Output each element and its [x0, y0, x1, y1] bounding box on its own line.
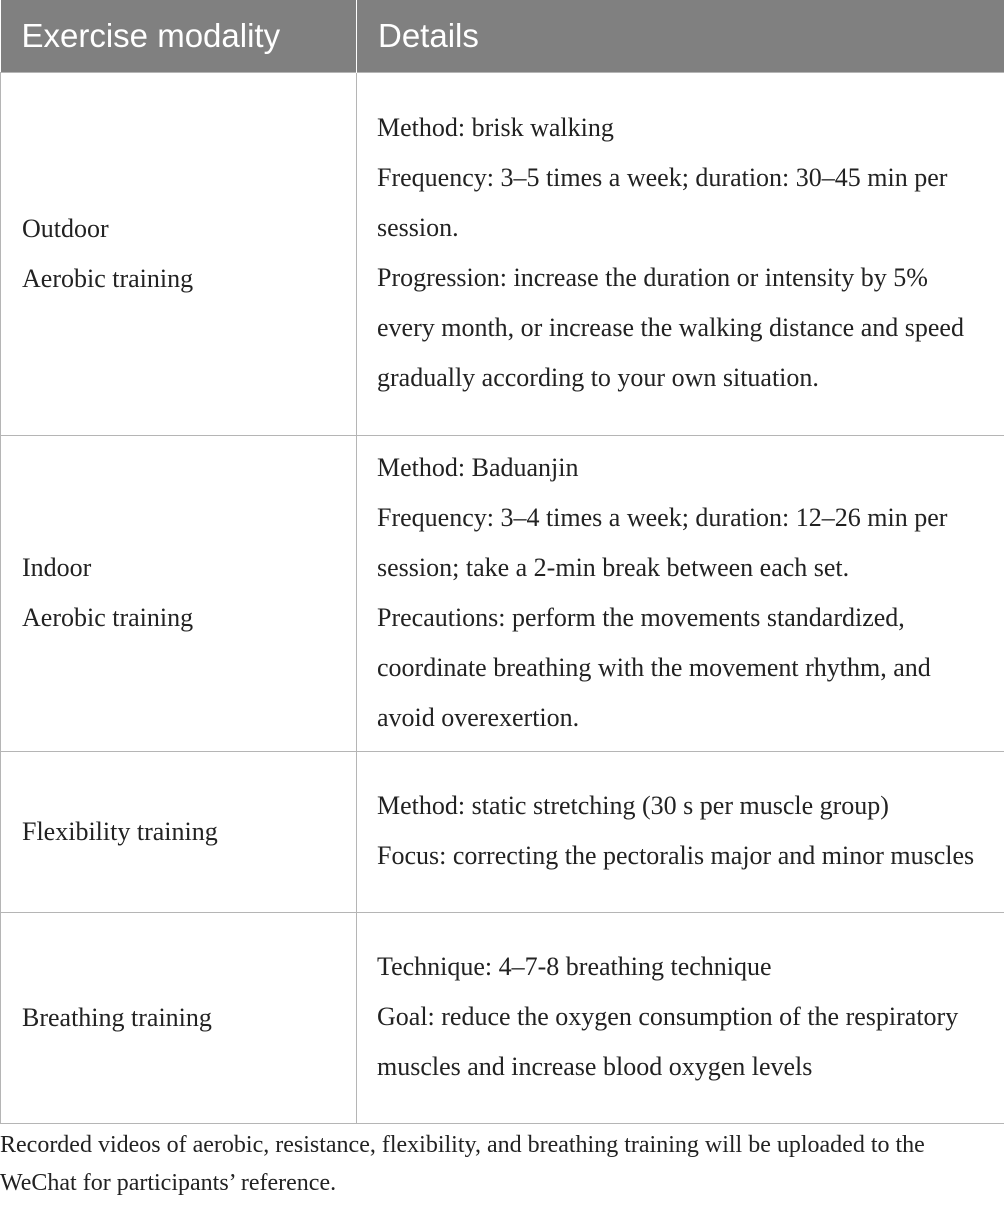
table-row — [1, 72, 1004, 435]
modality-line: Indoor — [22, 553, 92, 582]
table-row — [1, 751, 1004, 912]
modality-line: Breathing training — [22, 1002, 212, 1032]
details-cell — [357, 435, 1004, 751]
detail-item: Method: static stretching (30 s per muscle group) — [377, 791, 889, 820]
detail-item: Method: Baduanjin — [377, 452, 579, 482]
table-row — [1, 435, 1004, 751]
details-cell — [357, 912, 1004, 1123]
detail-item: Focus: correcting the pectoralis major and minor muscles — [377, 841, 975, 870]
header-details: Details — [357, 0, 1004, 72]
modality-cell — [1, 435, 357, 751]
details-cell — [357, 72, 1004, 435]
modality-cell — [1, 912, 357, 1123]
details-cell — [357, 751, 1004, 912]
detail-item: Progression: increase the duration or intensity by 5% every month, or increase the walking distance and speed gradually according to your own situation. — [377, 263, 964, 392]
header-exercise-modality: Exercise modality — [1, 0, 357, 72]
detail-item: Frequency: 3–5 times a week; duration: 30–45 min per session. — [377, 163, 948, 242]
table-footnote: Recorded videos of aerobic, resistance, flexibility, and breathing training will be uploaded to the WeChat for participants’ reference. — [0, 1132, 925, 1196]
modality-cell — [1, 72, 357, 435]
table-row — [1, 912, 1004, 1123]
detail-item: Frequency: 3–4 times a week; duration: 12–26 min per session; take a 2-min break between each set. — [377, 502, 948, 582]
detail-item: Precautions: perform the movements standardized, coordinate breathing with the movement rhythm, and avoid overexertion. — [377, 602, 931, 732]
modality-line: Flexibility training — [22, 816, 218, 846]
modality-cell — [1, 751, 357, 912]
modality-line: Aerobic training — [22, 603, 194, 632]
modality-line: Aerobic training — [22, 263, 194, 293]
detail-item: Goal: reduce the oxygen consumption of the respiratory muscles and increase blood oxygen levels — [377, 1002, 959, 1081]
modality-line: Outdoor — [22, 213, 109, 243]
detail-item: Method: brisk walking — [377, 113, 614, 142]
table-header-row — [1, 0, 1004, 72]
detail-item: Technique: 4–7-8 breathing technique — [377, 952, 772, 981]
